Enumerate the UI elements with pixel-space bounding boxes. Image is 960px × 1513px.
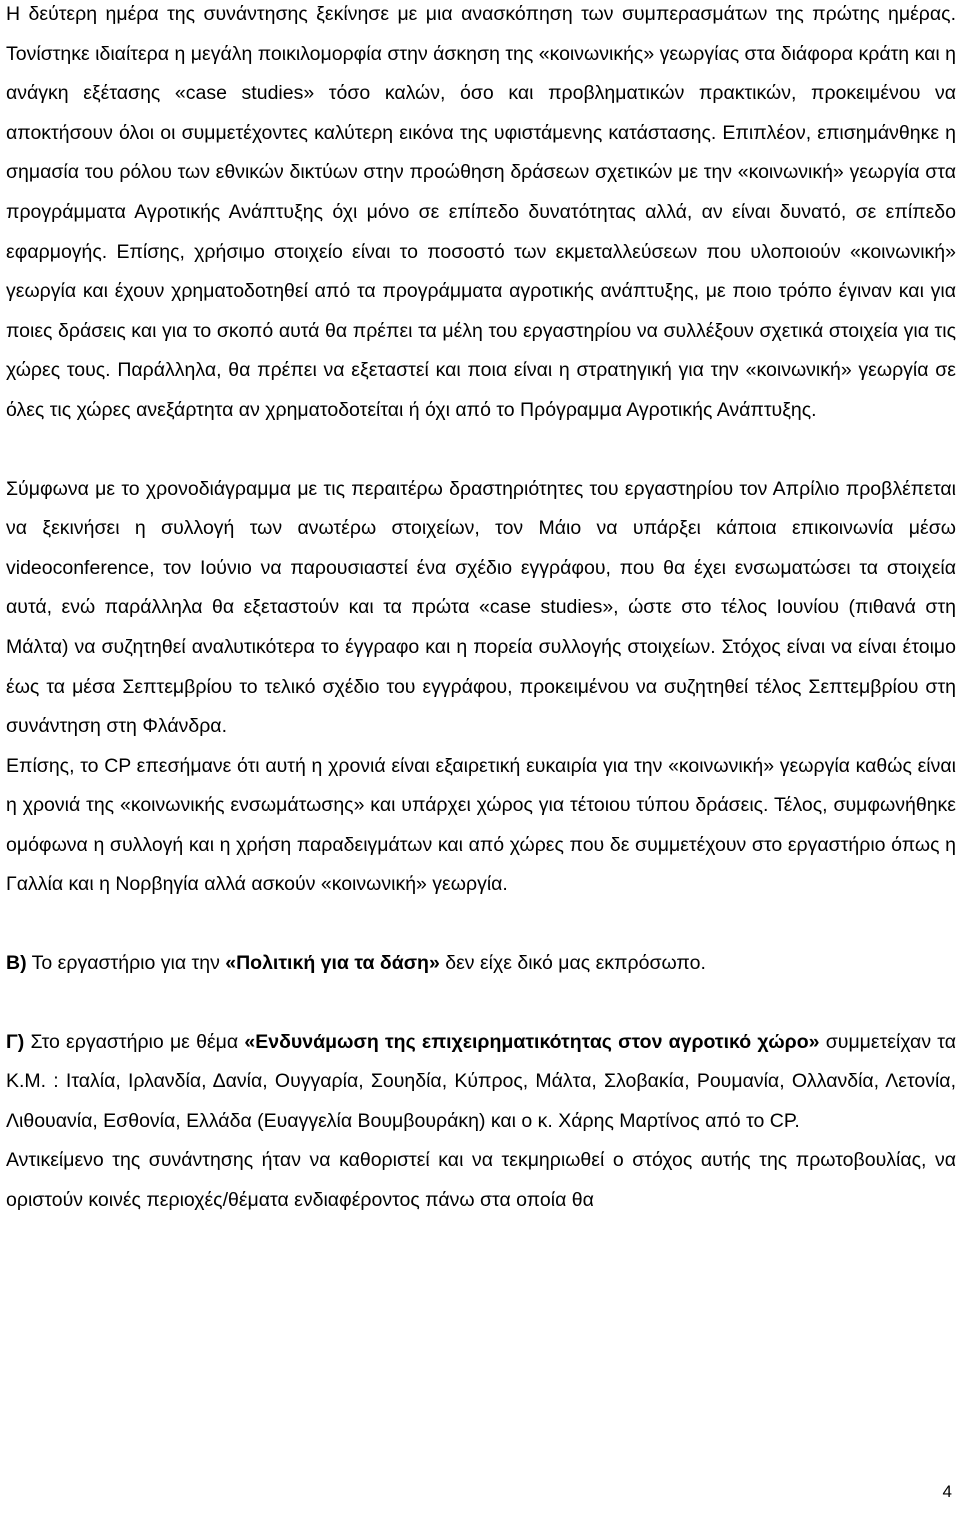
paragraph-meeting-objective: Αντικείμενο της συνάντησης ήταν να καθοριστεί και να τεκμηριωθεί ο στόχος αυτής της πρωτοβουλίας, να οριστούν κοινές περιοχές/θέματα ενδιαφέροντος πάνω στα οποία θα xyxy=(6,1149,956,1212)
entrepreneurship-text-before: Στο εργαστήριο με θέμα xyxy=(24,1030,245,1053)
paragraph-entrepreneurship xyxy=(6,1023,956,1142)
paragraph-timeline: Σύμφωνα με το χρονοδιάγραμμα με τις περαιτέρω δραστηριότητες του εργαστηρίου τον Απρίλιο προβλέπεται να ξεκινήσει η συλλογή των ανωτέρω στοιχείων, τον Μάιο να υπάρξει κάποια επικοινωνία μέσω videoconference, τον Ιούνιο να παρουσιαστεί ένα σχέδιο εγγράφου, που θα έχει ενσωματώσει τα στοιχεία αυτά, ενώ παράλληλα θα εξεταστούν και τα πρώτα «case studies», ώστε στο τέλος Ιουνίου (πιθανά στη Μάλτα) να συζητηθεί αναλυτικότερα το έγγραφο και η πορεία συλλογής στοιχείων. Στόχος είναι να είναι έτοιμο έως τα μέσα Σεπτεμβρίου το τελικό σχέδιο του εγγράφου, προκειμένου να συζητηθεί τέλος Σεπτεμβρίου στη συνάντηση στη Φλάνδρα. xyxy=(6,477,956,738)
paragraph-forest-policy xyxy=(6,944,956,984)
paragraph-cp-remarks: Επίσης, το CP επεσήμανε ότι αυτή η χρονιά είναι εξαιρετική ευκαιρία για την «κοινωνική» γεωργία καθώς είναι η χρονιά της «κοινωνικής ενσωμάτωσης» και υπάρχει χώρος για τέτοιου τύπου δράσεις. Τέλος, συμφωνήθηκε ομόφωνα η συλλογή και η χρήση παραδειγμάτων και από χώρες που δε συμμετέχουν στο εργαστήριο όπως η Γαλλία και η Νορβηγία αλλά ασκούν «κοινωνική» γεωργία. xyxy=(6,754,956,896)
forest-policy-title: «Πολιτική για τα δάση» xyxy=(225,952,440,975)
forest-text-before: Το εργαστήριο για την xyxy=(26,952,226,975)
page-number: 4 xyxy=(942,1482,952,1501)
entrepreneurship-title: «Ενδυνάμωση της επιχειρηματικότητας στον αγροτικό χώρο» xyxy=(244,1030,820,1053)
paragraph-second-day-review: Η δεύτερη ημέρα της συνάντησης ξεκίνησε με μια ανασκόπηση των συμπερασμάτων της πρώτης ημέρας. Τονίστηκε ιδιαίτερα η μεγάλη ποικιλομορφία στην άσκηση της «κοινωνικής» γεωργίας στα διάφορα κράτη και η ανάγκη εξέτασης «case studies» τόσο καλών, όσο και προβληματικών πρακτικών, προκειμένου να αποκτήσουν όλοι οι συμμετέχοντες καλύτερη εικόνα της υφιστάμενης κατάστασης. Επιπλέον, επισημάνθηκε η σημασία του ρόλου των εθνικών δικτύων στην προώθηση δράσεων σχετικών με την «κοινωνική» γεωργία στα προγράμματα Αγροτικής Ανάπτυξης όχι μόνο σε επίπεδο δυνατότητας αλλά, αν είναι δυνατό, σε επίπεδο εφαρμογής. Επίσης, χρήσιμο στοιχείο είναι το ποσοστό των εκμεταλλεύσεων που υλοποιούν «κοινωνική» γεωργία και έχουν χρηματοδοτηθεί από τα προγράμματα αγροτικής ανάπτυξης, με ποιο τρόπο έγιναν και για ποιες δράσεις και για το σκοπό αυτά θα πρέπει τα μέλη του εργαστηρίου να συλλέξουν σχετικά στοιχεία για τις χώρες τους. Παράλληλα, θα πρέπει να εξεταστεί και ποια είναι η στρατηγική για την «κοινωνική» γεωργία σε όλες τις χώρες ανεξάρτητα αν χρηματοδοτείται ή όχι από το Πρόγραμμα Αγροτικής Ανάπτυξης. xyxy=(6,3,956,421)
section-label-g: Γ) xyxy=(6,1030,25,1053)
forest-text-after: δεν είχε δικό μας εκπρόσωπο. xyxy=(439,952,706,975)
entrepreneurship-text-after: συμμετείχαν τα Κ.Μ. : Ιταλία, Ιρλανδία, Δανία, Ουγγαρία, Σουηδία, Κύπρος, Μάλτα, Σλοβακία, Ρουμανία, Ολλανδία, Λετονία, Λιθουανία, Εσθονία, Ελλάδα (Ευαγγελία Βουμβουράκη) και ο κ. Χάρης Μαρτίνος από το CP. xyxy=(6,1030,956,1132)
document-page xyxy=(6,0,956,1221)
section-label-b: Β) xyxy=(6,952,27,975)
